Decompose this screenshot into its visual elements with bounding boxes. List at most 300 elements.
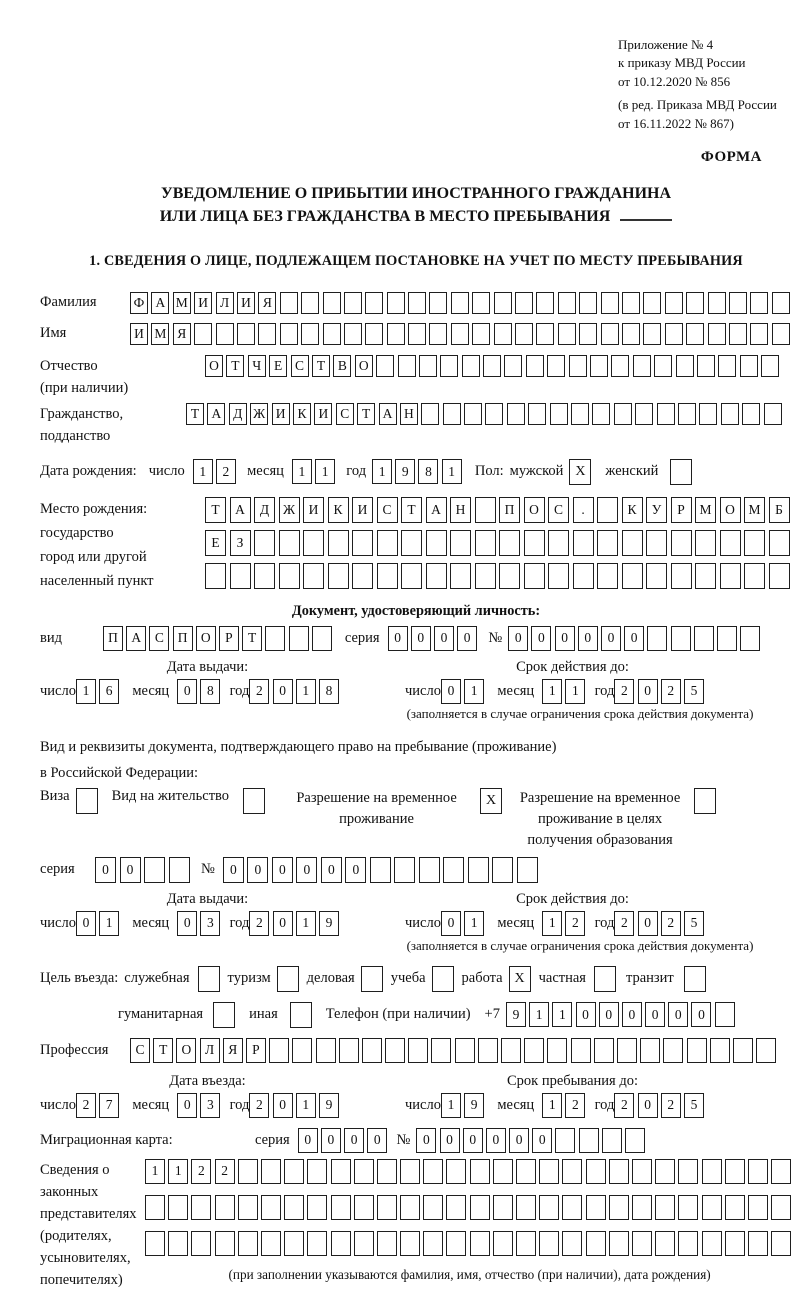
char-cell[interactable]	[632, 1231, 652, 1256]
char-cell[interactable]	[450, 563, 471, 589]
char-cell[interactable]	[569, 355, 587, 377]
char-cell[interactable]	[470, 1231, 490, 1256]
char-cell[interactable]: У	[646, 497, 667, 523]
purpose-official-checkbox[interactable]	[198, 966, 220, 992]
char-cell[interactable]: 1	[145, 1159, 165, 1184]
char-cell[interactable]: 0	[457, 626, 477, 651]
char-cell[interactable]: Д	[229, 403, 247, 425]
purpose-business-checkbox[interactable]	[361, 966, 383, 992]
char-cell[interactable]	[261, 1195, 281, 1220]
char-cell[interactable]	[216, 323, 234, 345]
char-cell[interactable]	[352, 530, 373, 556]
char-cell[interactable]	[455, 1038, 475, 1063]
char-cell[interactable]	[499, 530, 520, 556]
char-cell[interactable]	[331, 1231, 351, 1256]
char-cell[interactable]: 0	[601, 626, 621, 651]
char-cell[interactable]	[168, 1231, 188, 1256]
char-cell[interactable]: 1	[193, 459, 213, 484]
char-cell[interactable]	[362, 1038, 382, 1063]
purpose-work-checkbox[interactable]: X	[509, 966, 531, 992]
char-cell[interactable]	[307, 1195, 327, 1220]
char-cell[interactable]	[494, 323, 512, 345]
char-cell[interactable]: 0	[509, 1128, 529, 1153]
char-cell[interactable]: 0	[416, 1128, 436, 1153]
char-cell[interactable]	[562, 1195, 582, 1220]
char-cell[interactable]	[597, 563, 618, 589]
char-cell[interactable]: 0	[531, 626, 551, 651]
char-cell[interactable]: 0	[463, 1128, 483, 1153]
char-cell[interactable]	[665, 292, 683, 314]
char-cell[interactable]: Я	[223, 1038, 243, 1063]
char-cell[interactable]	[400, 1195, 420, 1220]
purpose-transit-checkbox[interactable]	[684, 966, 706, 992]
char-cell[interactable]	[316, 1038, 336, 1063]
char-cell[interactable]	[475, 530, 496, 556]
char-cell[interactable]	[694, 626, 714, 651]
char-cell[interactable]	[303, 563, 324, 589]
char-cell[interactable]	[429, 292, 447, 314]
char-cell[interactable]: 8	[418, 459, 438, 484]
char-cell[interactable]	[284, 1231, 304, 1256]
char-cell[interactable]	[744, 530, 765, 556]
char-cell[interactable]: 0	[691, 1002, 711, 1027]
char-cell[interactable]: 1	[296, 679, 316, 704]
char-cell[interactable]	[462, 355, 480, 377]
char-cell[interactable]	[635, 403, 653, 425]
char-cell[interactable]	[377, 1231, 397, 1256]
char-cell[interactable]	[721, 403, 739, 425]
char-cell[interactable]	[720, 530, 741, 556]
char-cell[interactable]	[536, 323, 554, 345]
char-cell[interactable]: О	[196, 626, 216, 651]
char-cell[interactable]: П	[173, 626, 193, 651]
char-cell[interactable]: 0	[95, 857, 116, 883]
char-cell[interactable]	[421, 403, 439, 425]
char-cell[interactable]	[426, 530, 447, 556]
char-cell[interactable]: 1	[315, 459, 335, 484]
char-cell[interactable]	[579, 323, 597, 345]
char-cell[interactable]	[678, 1231, 698, 1256]
char-cell[interactable]	[647, 626, 667, 651]
char-cell[interactable]: 5	[684, 679, 704, 704]
char-cell[interactable]	[515, 323, 533, 345]
char-cell[interactable]	[478, 1038, 498, 1063]
char-cell[interactable]: 0	[76, 911, 96, 936]
char-cell[interactable]: 0	[411, 626, 431, 651]
char-cell[interactable]	[344, 292, 362, 314]
char-cell[interactable]	[280, 292, 298, 314]
char-cell[interactable]	[323, 323, 341, 345]
char-cell[interactable]	[377, 1195, 397, 1220]
char-cell[interactable]: Т	[401, 497, 422, 523]
char-cell[interactable]: 9	[319, 1093, 339, 1118]
char-cell[interactable]	[279, 563, 300, 589]
char-cell[interactable]	[301, 292, 319, 314]
char-cell[interactable]: Ж	[279, 497, 300, 523]
char-cell[interactable]	[339, 1038, 359, 1063]
char-cell[interactable]	[419, 355, 437, 377]
char-cell[interactable]	[328, 530, 349, 556]
char-cell[interactable]: 2	[565, 911, 585, 936]
char-cell[interactable]	[586, 1231, 606, 1256]
char-cell[interactable]: 2	[565, 1093, 585, 1118]
char-cell[interactable]	[708, 292, 726, 314]
char-cell[interactable]: 2	[661, 679, 681, 704]
char-cell[interactable]: 0	[645, 1002, 665, 1027]
char-cell[interactable]	[772, 292, 790, 314]
char-cell[interactable]: Я	[258, 292, 276, 314]
char-cell[interactable]	[558, 292, 576, 314]
char-cell[interactable]: И	[272, 403, 290, 425]
char-cell[interactable]	[708, 323, 726, 345]
char-cell[interactable]	[169, 857, 190, 883]
char-cell[interactable]: Ч	[248, 355, 266, 377]
char-cell[interactable]	[643, 323, 661, 345]
char-cell[interactable]	[640, 1038, 660, 1063]
char-cell[interactable]	[614, 403, 632, 425]
char-cell[interactable]: Л	[200, 1038, 220, 1063]
char-cell[interactable]: 3	[200, 1093, 220, 1118]
char-cell[interactable]	[443, 857, 464, 883]
char-cell[interactable]	[678, 403, 696, 425]
char-cell[interactable]	[646, 563, 667, 589]
char-cell[interactable]	[446, 1195, 466, 1220]
char-cell[interactable]	[524, 563, 545, 589]
char-cell[interactable]: 1	[464, 911, 484, 936]
char-cell[interactable]	[475, 563, 496, 589]
char-cell[interactable]	[742, 403, 760, 425]
char-cell[interactable]: Я	[173, 323, 191, 345]
char-cell[interactable]: Т	[357, 403, 375, 425]
char-cell[interactable]: 3	[200, 911, 220, 936]
char-cell[interactable]	[429, 323, 447, 345]
purpose-tourism-checkbox[interactable]	[277, 966, 299, 992]
char-cell[interactable]	[718, 355, 736, 377]
char-cell[interactable]: 5	[684, 1093, 704, 1118]
char-cell[interactable]	[579, 1128, 599, 1153]
char-cell[interactable]	[611, 355, 629, 377]
char-cell[interactable]	[258, 323, 276, 345]
char-cell[interactable]	[609, 1231, 629, 1256]
char-cell[interactable]	[370, 857, 391, 883]
char-cell[interactable]	[328, 563, 349, 589]
char-cell[interactable]: 0	[344, 1128, 364, 1153]
char-cell[interactable]	[446, 1231, 466, 1256]
char-cell[interactable]	[622, 323, 640, 345]
char-cell[interactable]	[501, 1038, 521, 1063]
char-cell[interactable]: 2	[614, 679, 634, 704]
char-cell[interactable]: Т	[242, 626, 262, 651]
char-cell[interactable]	[558, 323, 576, 345]
char-cell[interactable]: 8	[319, 679, 339, 704]
char-cell[interactable]: 0	[486, 1128, 506, 1153]
char-cell[interactable]	[671, 563, 692, 589]
char-cell[interactable]	[632, 1195, 652, 1220]
char-cell[interactable]: А	[207, 403, 225, 425]
char-cell[interactable]: 0	[668, 1002, 688, 1027]
char-cell[interactable]: С	[149, 626, 169, 651]
char-cell[interactable]	[539, 1231, 559, 1256]
char-cell[interactable]	[215, 1195, 235, 1220]
char-cell[interactable]: С	[130, 1038, 150, 1063]
char-cell[interactable]	[686, 292, 704, 314]
char-cell[interactable]: Ж	[250, 403, 268, 425]
char-cell[interactable]: З	[230, 530, 251, 556]
char-cell[interactable]	[401, 563, 422, 589]
char-cell[interactable]: Ф	[130, 292, 148, 314]
char-cell[interactable]	[764, 403, 782, 425]
char-cell[interactable]: 0	[638, 679, 658, 704]
char-cell[interactable]	[772, 323, 790, 345]
char-cell[interactable]	[205, 563, 226, 589]
char-cell[interactable]	[280, 323, 298, 345]
char-cell[interactable]	[483, 355, 501, 377]
char-cell[interactable]	[524, 1038, 544, 1063]
char-cell[interactable]	[729, 323, 747, 345]
char-cell[interactable]: А	[426, 497, 447, 523]
char-cell[interactable]	[387, 323, 405, 345]
char-cell[interactable]	[678, 1195, 698, 1220]
char-cell[interactable]: М	[173, 292, 191, 314]
char-cell[interactable]: 1	[565, 679, 585, 704]
char-cell[interactable]	[750, 323, 768, 345]
char-cell[interactable]	[230, 563, 251, 589]
char-cell[interactable]	[702, 1195, 722, 1220]
char-cell[interactable]: 2	[249, 1093, 269, 1118]
char-cell[interactable]	[269, 1038, 289, 1063]
char-cell[interactable]: 0	[441, 679, 461, 704]
char-cell[interactable]: 2	[661, 1093, 681, 1118]
char-cell[interactable]: 9	[319, 911, 339, 936]
char-cell[interactable]	[400, 1231, 420, 1256]
char-cell[interactable]	[254, 530, 275, 556]
char-cell[interactable]	[597, 530, 618, 556]
purpose-study-checkbox[interactable]	[432, 966, 454, 992]
char-cell[interactable]	[729, 292, 747, 314]
char-cell[interactable]: 2	[249, 911, 269, 936]
char-cell[interactable]: П	[499, 497, 520, 523]
char-cell[interactable]	[748, 1231, 768, 1256]
char-cell[interactable]	[238, 1195, 258, 1220]
char-cell[interactable]	[602, 1128, 622, 1153]
purpose-private-checkbox[interactable]	[594, 966, 616, 992]
char-cell[interactable]	[686, 323, 704, 345]
char-cell[interactable]: 0	[434, 626, 454, 651]
char-cell[interactable]: 0	[273, 679, 293, 704]
char-cell[interactable]: О	[176, 1038, 196, 1063]
char-cell[interactable]	[733, 1038, 753, 1063]
male-checkbox[interactable]: X	[569, 459, 591, 485]
char-cell[interactable]	[771, 1195, 791, 1220]
char-cell[interactable]	[440, 355, 458, 377]
char-cell[interactable]	[715, 1002, 735, 1027]
char-cell[interactable]	[725, 1195, 745, 1220]
char-cell[interactable]	[571, 1038, 591, 1063]
char-cell[interactable]: 0	[272, 857, 293, 883]
char-cell[interactable]	[516, 1231, 536, 1256]
char-cell[interactable]: 0	[273, 1093, 293, 1118]
char-cell[interactable]: С	[548, 497, 569, 523]
char-cell[interactable]	[665, 323, 683, 345]
char-cell[interactable]	[144, 857, 165, 883]
char-cell[interactable]	[622, 530, 643, 556]
char-cell[interactable]: Т	[205, 497, 226, 523]
char-cell[interactable]: 5	[684, 911, 704, 936]
char-cell[interactable]: 0	[638, 1093, 658, 1118]
char-cell[interactable]	[443, 403, 461, 425]
char-cell[interactable]	[571, 403, 589, 425]
char-cell[interactable]: О	[205, 355, 223, 377]
char-cell[interactable]	[717, 626, 737, 651]
char-cell[interactable]	[254, 563, 275, 589]
char-cell[interactable]: И	[352, 497, 373, 523]
char-cell[interactable]: 0	[441, 911, 461, 936]
char-cell[interactable]: 1	[464, 679, 484, 704]
char-cell[interactable]	[472, 292, 490, 314]
char-cell[interactable]	[387, 292, 405, 314]
char-cell[interactable]	[526, 355, 544, 377]
char-cell[interactable]	[451, 323, 469, 345]
char-cell[interactable]: 2	[249, 679, 269, 704]
char-cell[interactable]	[301, 323, 319, 345]
char-cell[interactable]: 1	[168, 1159, 188, 1184]
char-cell[interactable]	[725, 1231, 745, 1256]
char-cell[interactable]: А	[230, 497, 251, 523]
char-cell[interactable]: И	[130, 323, 148, 345]
char-cell[interactable]: 9	[506, 1002, 526, 1027]
char-cell[interactable]	[654, 355, 672, 377]
char-cell[interactable]	[594, 1038, 614, 1063]
char-cell[interactable]	[237, 323, 255, 345]
char-cell[interactable]: 0	[638, 911, 658, 936]
char-cell[interactable]: 1	[296, 1093, 316, 1118]
char-cell[interactable]	[744, 563, 765, 589]
char-cell[interactable]: А	[126, 626, 146, 651]
char-cell[interactable]	[702, 1231, 722, 1256]
char-cell[interactable]	[215, 1231, 235, 1256]
char-cell[interactable]	[671, 530, 692, 556]
char-cell[interactable]	[419, 857, 440, 883]
char-cell[interactable]: Н	[450, 497, 471, 523]
char-cell[interactable]: 0	[576, 1002, 596, 1027]
char-cell[interactable]	[303, 530, 324, 556]
char-cell[interactable]: 1	[542, 679, 562, 704]
temp-residence-education-checkbox[interactable]	[694, 788, 716, 814]
char-cell[interactable]: 0	[177, 679, 197, 704]
char-cell[interactable]	[423, 1231, 443, 1256]
char-cell[interactable]	[284, 1195, 304, 1220]
char-cell[interactable]: Р	[246, 1038, 266, 1063]
char-cell[interactable]	[376, 355, 394, 377]
char-cell[interactable]	[547, 1038, 567, 1063]
char-cell[interactable]: Б	[769, 497, 790, 523]
char-cell[interactable]: О	[720, 497, 741, 523]
char-cell[interactable]	[695, 563, 716, 589]
char-cell[interactable]: М	[151, 323, 169, 345]
char-cell[interactable]	[699, 403, 717, 425]
char-cell[interactable]	[265, 626, 285, 651]
char-cell[interactable]	[145, 1231, 165, 1256]
char-cell[interactable]	[515, 292, 533, 314]
char-cell[interactable]: 7	[99, 1093, 119, 1118]
char-cell[interactable]: В	[333, 355, 351, 377]
char-cell[interactable]: 0	[298, 1128, 318, 1153]
char-cell[interactable]	[597, 497, 618, 523]
char-cell[interactable]: 2	[191, 1159, 211, 1184]
char-cell[interactable]: П	[103, 626, 123, 651]
char-cell[interactable]	[492, 857, 513, 883]
char-cell[interactable]	[562, 1231, 582, 1256]
char-cell[interactable]: Р	[671, 497, 692, 523]
char-cell[interactable]	[601, 323, 619, 345]
char-cell[interactable]	[573, 530, 594, 556]
char-cell[interactable]	[555, 1128, 575, 1153]
char-cell[interactable]	[450, 530, 471, 556]
char-cell[interactable]: 1	[372, 459, 392, 484]
char-cell[interactable]	[625, 1128, 645, 1153]
char-cell[interactable]	[676, 355, 694, 377]
char-cell[interactable]: 0	[321, 1128, 341, 1153]
char-cell[interactable]	[398, 355, 416, 377]
char-cell[interactable]: 0	[555, 626, 575, 651]
char-cell[interactable]: 2	[661, 911, 681, 936]
char-cell[interactable]: 1	[529, 1002, 549, 1027]
char-cell[interactable]: 1	[441, 1093, 461, 1118]
char-cell[interactable]: 0	[321, 857, 342, 883]
purpose-humanitarian-checkbox[interactable]	[213, 1002, 235, 1028]
char-cell[interactable]: Е	[205, 530, 226, 556]
char-cell[interactable]: 2	[614, 1093, 634, 1118]
char-cell[interactable]: И	[237, 292, 255, 314]
char-cell[interactable]	[493, 1195, 513, 1220]
char-cell[interactable]	[451, 292, 469, 314]
char-cell[interactable]	[468, 857, 489, 883]
char-cell[interactable]	[426, 563, 447, 589]
char-cell[interactable]: Д	[254, 497, 275, 523]
char-cell[interactable]: Е	[269, 355, 287, 377]
char-cell[interactable]: 1	[542, 911, 562, 936]
char-cell[interactable]: Р	[219, 626, 239, 651]
char-cell[interactable]	[323, 292, 341, 314]
char-cell[interactable]	[687, 1038, 707, 1063]
char-cell[interactable]	[573, 563, 594, 589]
char-cell[interactable]	[710, 1038, 730, 1063]
char-cell[interactable]	[771, 1231, 791, 1256]
char-cell[interactable]: 1	[442, 459, 462, 484]
char-cell[interactable]: 0	[296, 857, 317, 883]
temp-residence-permit-checkbox[interactable]: X	[480, 788, 502, 814]
char-cell[interactable]	[394, 857, 415, 883]
char-cell[interactable]: Т	[153, 1038, 173, 1063]
char-cell[interactable]	[191, 1231, 211, 1256]
char-cell[interactable]: А	[379, 403, 397, 425]
char-cell[interactable]	[769, 563, 790, 589]
char-cell[interactable]	[365, 292, 383, 314]
char-cell[interactable]: Т	[186, 403, 204, 425]
char-cell[interactable]: С	[336, 403, 354, 425]
char-cell[interactable]	[550, 403, 568, 425]
char-cell[interactable]	[493, 1231, 513, 1256]
char-cell[interactable]	[292, 1038, 312, 1063]
char-cell[interactable]: 1	[76, 679, 96, 704]
char-cell[interactable]	[548, 563, 569, 589]
char-cell[interactable]	[524, 530, 545, 556]
char-cell[interactable]: 0	[177, 911, 197, 936]
char-cell[interactable]	[365, 323, 383, 345]
char-cell[interactable]: 2	[216, 459, 236, 484]
char-cell[interactable]	[470, 1195, 490, 1220]
char-cell[interactable]	[657, 403, 675, 425]
